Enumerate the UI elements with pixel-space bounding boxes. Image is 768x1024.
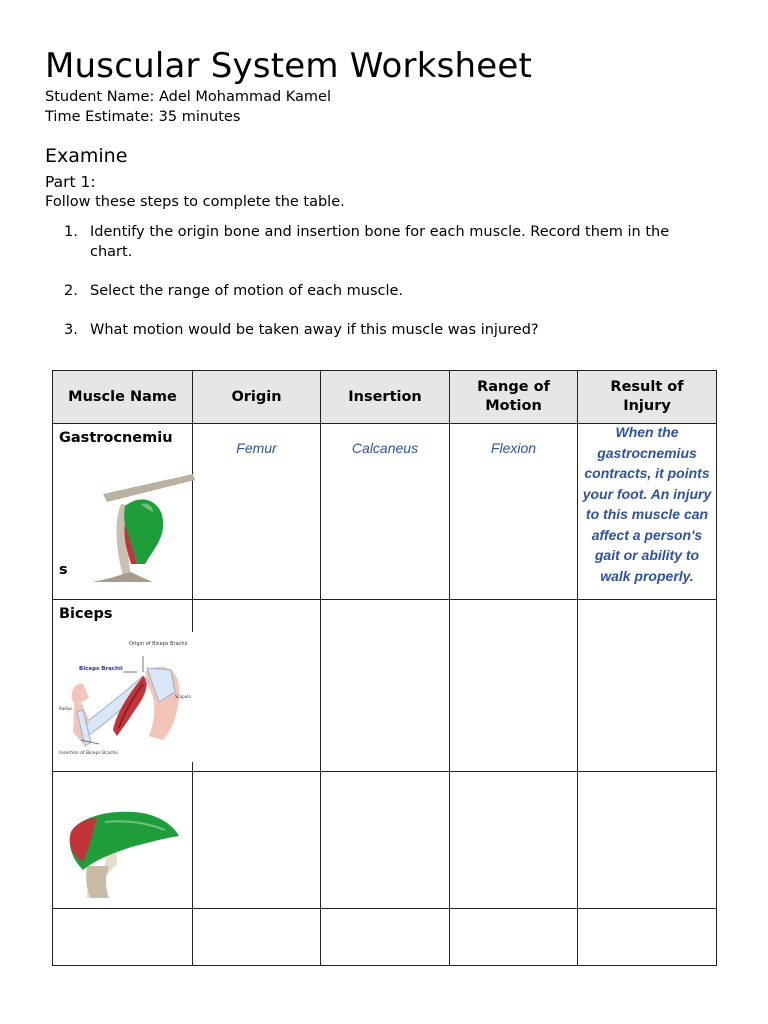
table-row [53, 424, 717, 600]
origin-cell [193, 424, 321, 600]
step-item: 2. Select the range of motion of each muscle. [64, 283, 404, 299]
origin-answer: Femur [236, 440, 277, 456]
injury-cell[interactable] [578, 600, 717, 772]
diagram-label-insertion: Insertion of Biceps Brachii [59, 751, 118, 756]
time-estimate: Time Estimate: 35 minutes [45, 109, 241, 125]
injury-cell [578, 424, 717, 600]
biceps-diagram [59, 632, 193, 762]
range-answer: Flexion [490, 440, 537, 456]
diagram-label-scapula: Scapula [175, 694, 191, 699]
gastrocnemius-diagram [83, 454, 203, 584]
student-name: Student Name: Adel Mohammad Kamel [45, 89, 332, 105]
page-title: Muscular System Worksheet [45, 46, 533, 86]
diagram-label-radius: Radius [59, 706, 73, 711]
header-muscle-name: Muscle Name [53, 371, 193, 424]
header-range-of-motion: Range of Motion [450, 371, 578, 424]
insertion-cell[interactable] [321, 909, 450, 966]
insertion-cell[interactable] [321, 600, 450, 772]
range-cell[interactable] [450, 772, 578, 909]
step-text: Identify the origin bone and insertion bone for each muscle. Record them in the chart. [90, 224, 670, 260]
part-label: Part 1: [45, 173, 96, 191]
injury-answer: When the gastrocnemius contracts, it points your foot. An injury to this muscle can affect a person's gait or ability to walk properly. [582, 424, 712, 584]
origin-cell[interactable] [193, 772, 321, 909]
table-row [53, 600, 717, 772]
insertion-cell[interactable] [321, 772, 450, 909]
step-text: What motion would be taken away if this muscle was injured? [90, 322, 539, 338]
injury-cell[interactable] [578, 909, 717, 966]
step-text: Select the range of motion of each muscle. [90, 283, 404, 299]
steps-list [64, 222, 714, 359]
muscle-name: Gastrocnemiu [59, 430, 173, 446]
insertion-cell [321, 424, 450, 600]
injury-cell[interactable] [578, 772, 717, 909]
header-insertion: Insertion [321, 371, 450, 424]
muscle-name [53, 772, 192, 778]
muscle-name-continued: s [59, 562, 68, 578]
instruction-text: Follow these steps to complete the table. [45, 194, 345, 210]
muscle-name [53, 909, 192, 915]
muscle-name: Biceps [59, 606, 113, 622]
muscle-table [52, 370, 717, 966]
range-cell [450, 424, 578, 600]
muscle-cell [53, 600, 193, 772]
origin-cell[interactable] [193, 909, 321, 966]
step-item: 3. What motion would be taken away if this muscle was injured? [64, 322, 539, 338]
table-header-row [53, 371, 717, 424]
muscle-cell [53, 424, 193, 600]
range-cell[interactable] [450, 909, 578, 966]
header-result-of-injury: Result of Injury [578, 371, 717, 424]
range-cell[interactable] [450, 600, 578, 772]
muscle-cell[interactable] [53, 909, 193, 966]
diagram-label-muscle: Biceps Brachii [79, 666, 123, 672]
diagram-label-origin: Origin of Biceps Brachii [129, 641, 188, 647]
section-heading: Examine [45, 145, 128, 167]
muscle-cell [53, 772, 193, 909]
insertion-answer: Calcaneus [351, 440, 419, 456]
shoulder-muscle-diagram [65, 806, 185, 902]
table-row [53, 772, 717, 909]
origin-cell[interactable] [193, 600, 321, 772]
header-origin: Origin [193, 371, 321, 424]
table-row [53, 909, 717, 966]
step-item: 1. Identify the origin bone and insertion bone for each muscle. Record them in the chart. [64, 224, 670, 260]
